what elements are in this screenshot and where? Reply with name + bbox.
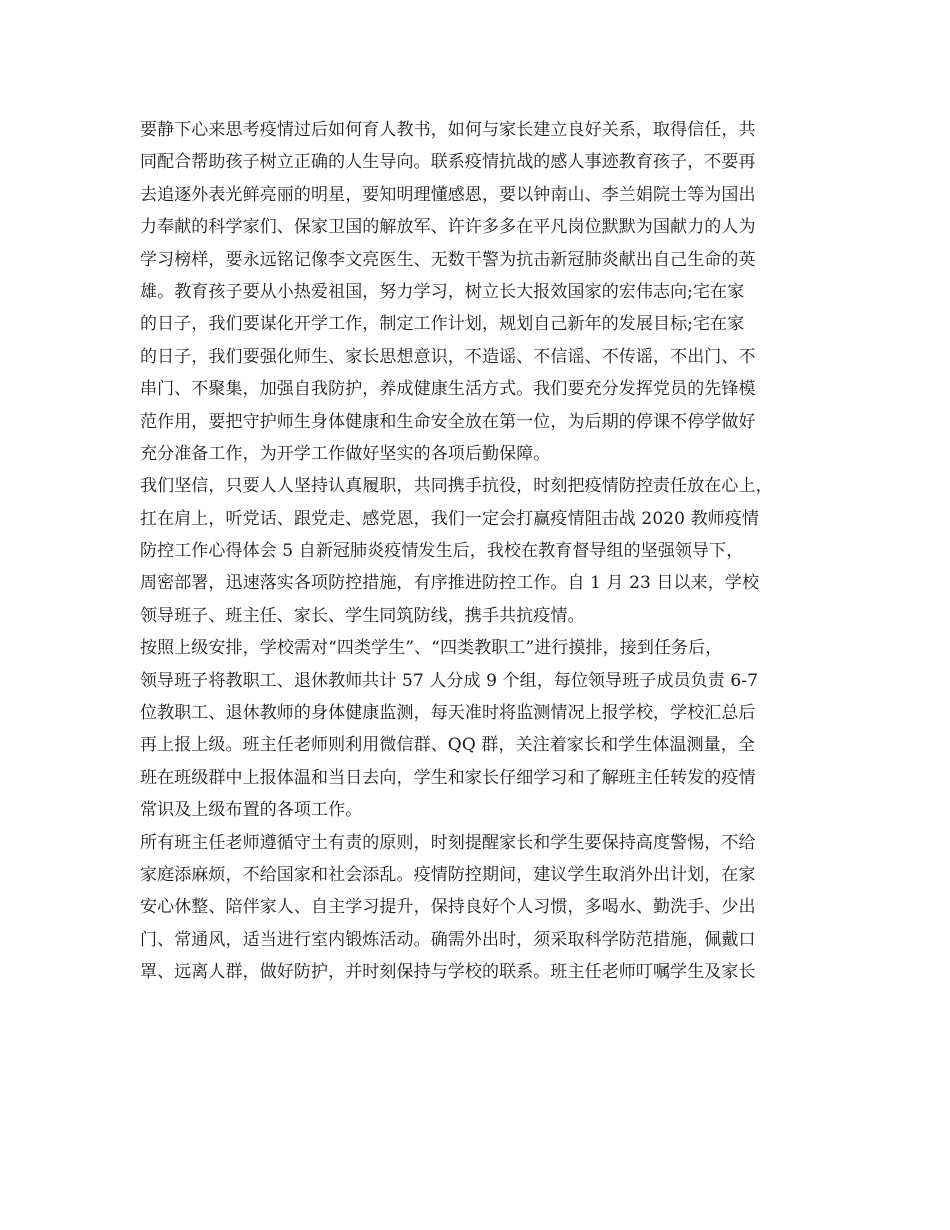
text-line-9: 串门、不聚集，加强自我防护，养成健康生活方式。我们要充分发挥党员的先锋模 [140,379,756,400]
text-line-1: 要静下心来思考疫情过后如何育人教书，如何与家长建立良好关系，取得信任，共 [140,120,756,140]
text-line-2: 同配合帮助孩子树立正确的人生导向。联系疫情抗战的感人事迹教育孩子，不要再 [140,152,756,173]
text-line-6: 雄。教育孩子要从小热爱祖国，努力学习，树立长大报效国家的宏伟志向;宅在家 [140,281,745,302]
text-line-22: 常识及上级布置的各项工作。 [140,800,363,821]
text-line-23: 所有班主任老师遵循守土有责的原则，时刻提醒家长和学生要保持高度警惕，不给 [140,832,756,853]
text-line-24: 家庭添麻烦，不给国家和社会添乱。疫情防控期间，建议学生取消外出计划，在家 [140,864,756,885]
text-line-18: 领导班子将教职工、退休教师共计 57 人分成 9 个组，每位领导班子成员负责 6-7 [140,670,759,691]
text-line-19: 位教职工、退休教师的身体健康监测，每天准时将监测情况上报学校，学校汇总后 [140,703,756,724]
text-line-20: 再上报上级。班主任老师则利用微信群、QQ 群，关注着家长和学生体温测量，全 [140,735,755,756]
document-body [140,114,820,989]
text-line-8: 的日子，我们要强化师生、家长思想意识，不造谣、不信谣、不传谣，不出门、不 [140,346,756,367]
text-line-3: 去追逐外表光鲜亮丽的明星，要知明理懂感恩，要以钟南山、李兰娟院士等为国出 [140,184,756,205]
text-line-12: 我们坚信，只要人人坚持认真履职，共同携手抗役，时刻把疫情防控责任放在心上， [140,476,773,497]
text-line-14: 防控工作心得体会 5 自新冠肺炎疫情发生后，我校在教育督导组的坚强领导下， [140,541,744,562]
text-line-17: 按照上级安排，学校需对“四类学生”、“四类教职工”进行摸排，接到任务后， [140,638,723,659]
text-line-27: 罩、远离人群，做好防护，并时刻保持与学校的联系。班主任老师叮嘱学生及家长 [140,962,756,983]
text-line-15: 周密部署，迅速落实各项防控措施，有序推进防控工作。自 1 月 23 日以来，学校 [140,573,760,594]
text-line-7: 的日子，我们要谋化开学工作，制定工作计划，规划自己新年的发展目标;宅在家 [140,314,745,335]
text-line-10: 范作用，要把守护师生身体健康和生命安全放在第一位，为后期的停课不停学做好 [140,411,756,432]
text-line-13: 扛在肩上，听党话、跟党走、感党恩，我们一定会打赢疫情阻击战 2020 教师疫情 [140,508,759,529]
text-line-4: 力奉献的科学家们、保家卫国的解放军、许许多多在平凡岗位默默为国献力的人为 [140,217,756,238]
text-line-21: 班在班级群中上报体温和当日去向，学生和家长仔细学习和了解班主任转发的疫情 [140,767,756,788]
text-line-5: 学习榜样，要永远铭记像李文亮医生、无数干警为抗击新冠肺炎献出自己生命的英 [140,249,756,270]
text-line-25: 安心休整、陪伴家人、自主学习提升，保持良好个人习惯，多喝水、勤洗手、少出 [140,897,756,918]
text-line-26: 门、常通风，适当进行室内锻炼活动。确需外出时，须采取科学防范措施，佩戴口 [140,929,756,950]
text-line-11: 充分准备工作，为开学工作做好坚实的各项后勤保障。 [140,443,551,464]
text-line-16: 领导班子、班主任、家长、学生同筑防线，携手共抗疫情。 [140,605,585,626]
